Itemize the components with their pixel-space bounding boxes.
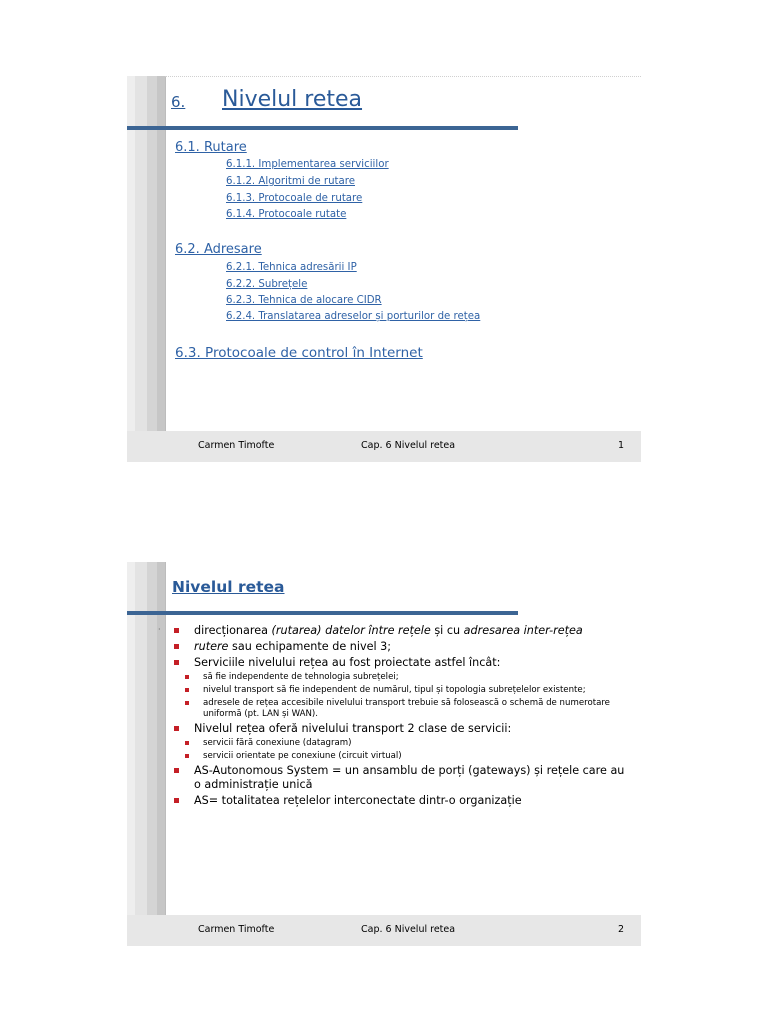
bullet-item: direcționarea (rutarea) datelor între rețele și cu adresarea inter-rețea — [172, 624, 632, 638]
toc-section-protocoale-control[interactable]: 6.3. Protocoale de control în Internet — [175, 345, 423, 361]
title-underline-bar — [127, 126, 518, 130]
toc-item-translatarea[interactable]: 6.2.4. Translatarea adreselor și porturilor de rețea — [226, 311, 481, 322]
toc-item-subretele[interactable]: 6.2.2. Subrețele — [226, 279, 308, 290]
bullet-item: AS= totalitatea rețelelor interconectate dintr-o organizație — [172, 794, 632, 808]
footer-page-number: 2 — [617, 924, 624, 935]
toc-section-adresare[interactable]: 6.2. Adresare — [175, 242, 262, 257]
sub-bullet-item: nivelul transport să fie independent de numărul, tipul și topologia subrețelelor existente; — [172, 685, 632, 696]
footer-chapter: Cap. 6 Nivelul retea — [361, 440, 456, 451]
slide-2 — [127, 562, 641, 946]
footer-page-number: 1 — [617, 440, 624, 451]
sub-bullet-item: servicii orientate pe conexiune (circuit virtual) — [172, 751, 632, 762]
title-underline-bar — [127, 611, 518, 615]
toc-item-algoritmi[interactable]: 6.1.2. Algoritmi de rutare — [226, 176, 355, 187]
sub-bullet-item: servicii fără conexiune (datagram) — [172, 738, 632, 749]
slide-footer — [127, 915, 641, 946]
slide-title: Nivelul retea — [172, 578, 285, 596]
toc-item-cidr[interactable]: 6.2.3. Tehnica de alocare CIDR — [226, 295, 382, 306]
slide-title-number: 6. — [171, 93, 186, 111]
footer-author: Carmen Timofte — [198, 924, 275, 935]
tick-mark: · — [158, 625, 161, 634]
sub-bullet-item: să fie independente de tehnologia subrețelei; — [172, 672, 632, 683]
bullet-item: Serviciile nivelului rețea au fost proiectate astfel încât: — [172, 656, 632, 670]
footer-chapter: Cap. 6 Nivelul retea — [361, 924, 456, 935]
toc-item-implementarea[interactable]: 6.1.1. Implementarea serviciilor — [226, 159, 389, 170]
toc-section-rutare[interactable]: 6.1. Rutare — [175, 140, 247, 155]
bullet-item: Nivelul rețea oferă nivelului transport 2 clase de servicii: — [172, 722, 632, 736]
toc-item-tehnica-ip[interactable]: 6.2.1. Tehnica adresării IP — [226, 262, 357, 273]
slide-1 — [127, 76, 641, 462]
toc-item-protocoale-rutare[interactable]: 6.1.3. Protocoale de rutare — [226, 193, 363, 204]
footer-author: Carmen Timofte — [198, 440, 275, 451]
slide-footer — [127, 431, 641, 462]
sub-bullet-item: adresele de rețea accesibile nivelului transport trebuie să folosească o schemă de numerotare uniformă (pt. LAN și WAN). — [172, 698, 632, 720]
slide-title: Nivelul retea — [222, 87, 363, 112]
toc-item-protocoale-rutate[interactable]: 6.1.4. Protocoale rutate — [226, 209, 347, 220]
bullet-list — [172, 624, 632, 810]
bullet-item: AS-Autonomous System = un ansamblu de porți (gateways) și rețele care au o administrație unică — [172, 764, 632, 792]
top-dotted-rule — [165, 76, 641, 77]
bullet-item: rutere sau echipamente de nivel 3; — [172, 640, 632, 654]
